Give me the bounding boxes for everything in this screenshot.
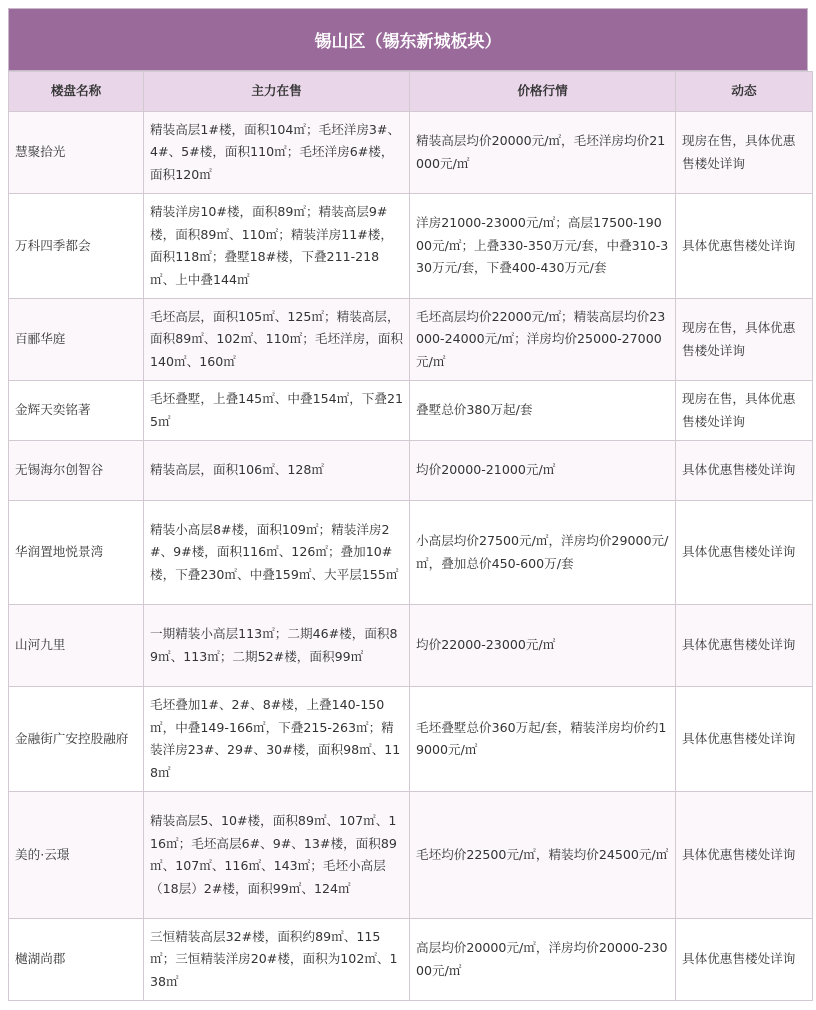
table-row	[9, 381, 813, 441]
cell-name: 华润置地悦景湾	[9, 501, 144, 605]
cell-price: 毛坯叠墅总价360万起/套，精装洋房均价约19000元/㎡	[410, 687, 676, 792]
cell-price: 均价22000-23000元/㎡	[410, 605, 676, 687]
cell-status: 具体优惠售楼处详询	[676, 919, 813, 1001]
cell-name: 樾湖尚郡	[9, 919, 144, 1001]
cell-status: 现房在售，具体优惠售楼处详询	[676, 112, 813, 194]
table-row	[9, 112, 813, 194]
cell-supply: 三恒精装高层32#楼，面积约89㎡、115㎡；三恒精装洋房20#楼，面积为102㎡、138㎡	[144, 919, 410, 1001]
header-price: 价格行情	[410, 72, 676, 112]
cell-price: 小高层均价27500元/㎡，洋房均价29000元/㎡，叠加总价450-600万/套	[410, 501, 676, 605]
cell-name: 金辉天奕铭著	[9, 381, 144, 441]
cell-status: 具体优惠售楼处详询	[676, 792, 813, 919]
cell-price: 叠墅总价380万起/套	[410, 381, 676, 441]
table-row	[9, 919, 813, 1001]
cell-name: 万科四季都会	[9, 194, 144, 299]
cell-supply: 精装洋房10#楼，面积89㎡；精装高层9#楼，面积89㎡、110㎡；精装洋房11#楼，面积118㎡；叠墅18#楼，下叠211-218㎡、上中叠144㎡	[144, 194, 410, 299]
property-listing	[8, 8, 808, 1001]
cell-price: 洋房21000-23000元/㎡；高层17500-19000元/㎡；上叠330-350万元/套，中叠310-330万元/套，下叠400-430万元/套	[410, 194, 676, 299]
cell-name: 慧聚拾光	[9, 112, 144, 194]
table-row	[9, 441, 813, 501]
cell-supply: 精装高层，面积106㎡、128㎡	[144, 441, 410, 501]
cell-status: 现房在售，具体优惠售楼处详询	[676, 381, 813, 441]
header-supply: 主力在售	[144, 72, 410, 112]
table-row	[9, 792, 813, 919]
cell-price: 毛坯均价22500元/㎡，精装均价24500元/㎡	[410, 792, 676, 919]
cell-supply: 精装高层5、10#楼，面积89㎡、107㎡、116㎡；毛坯高层6#、9#、13#楼，面积89㎡、107㎡、116㎡、143㎡；毛坯小高层（18层）2#楼，面积99㎡、124㎡	[144, 792, 410, 919]
cell-status: 具体优惠售楼处详询	[676, 687, 813, 792]
header-row	[9, 72, 813, 112]
table-row	[9, 501, 813, 605]
cell-price: 精装高层均价20000元/㎡，毛坯洋房均价21000元/㎡	[410, 112, 676, 194]
cell-status: 具体优惠售楼处详询	[676, 605, 813, 687]
table-row	[9, 299, 813, 381]
cell-supply: 一期精装小高层113㎡；二期46#楼，面积89㎡、113㎡；二期52#楼，面积99㎡	[144, 605, 410, 687]
header-name: 楼盘名称	[9, 72, 144, 112]
table-title: 锡山区（锡东新城板块）	[8, 8, 808, 71]
property-table	[8, 71, 813, 1001]
table-row	[9, 605, 813, 687]
cell-supply: 毛坯叠加1#、2#、8#楼，上叠140-150㎡，中叠149-166㎡，下叠215-263㎡；精装洋房23#、29#、30#楼，面积98㎡、118㎡	[144, 687, 410, 792]
cell-price: 高层均价20000元/㎡，洋房均价20000-23000元/㎡	[410, 919, 676, 1001]
cell-supply: 精装小高层8#楼，面积109㎡；精装洋房2#、9#楼，面积116㎡、126㎡；叠加10#楼，下叠230㎡、中叠159㎡、大平层155㎡	[144, 501, 410, 605]
header-status: 动态	[676, 72, 813, 112]
cell-name: 山河九里	[9, 605, 144, 687]
cell-price: 均价20000-21000元/㎡	[410, 441, 676, 501]
cell-price: 毛坯高层均价22000元/㎡；精装高层均价23000-24000元/㎡；洋房均价25000-27000元/㎡	[410, 299, 676, 381]
cell-name: 百郦华庭	[9, 299, 144, 381]
cell-status: 现房在售，具体优惠售楼处详询	[676, 299, 813, 381]
cell-status: 具体优惠售楼处详询	[676, 194, 813, 299]
cell-name: 金融街广安控股融府	[9, 687, 144, 792]
cell-name: 无锡海尔创智谷	[9, 441, 144, 501]
cell-supply: 毛坯叠墅，上叠145㎡、中叠154㎡，下叠215㎡	[144, 381, 410, 441]
cell-supply: 毛坯高层，面积105㎡、125㎡；精装高层，面积89㎡、102㎡、110㎡；毛坯洋房，面积140㎡、160㎡	[144, 299, 410, 381]
table-row	[9, 687, 813, 792]
cell-status: 具体优惠售楼处详询	[676, 441, 813, 501]
table-row	[9, 194, 813, 299]
cell-name: 美的·云璟	[9, 792, 144, 919]
cell-supply: 精装高层1#楼，面积104㎡；毛坯洋房3#、4#、5#楼，面积110㎡；毛坯洋房6#楼，面积120㎡	[144, 112, 410, 194]
cell-status: 具体优惠售楼处详询	[676, 501, 813, 605]
